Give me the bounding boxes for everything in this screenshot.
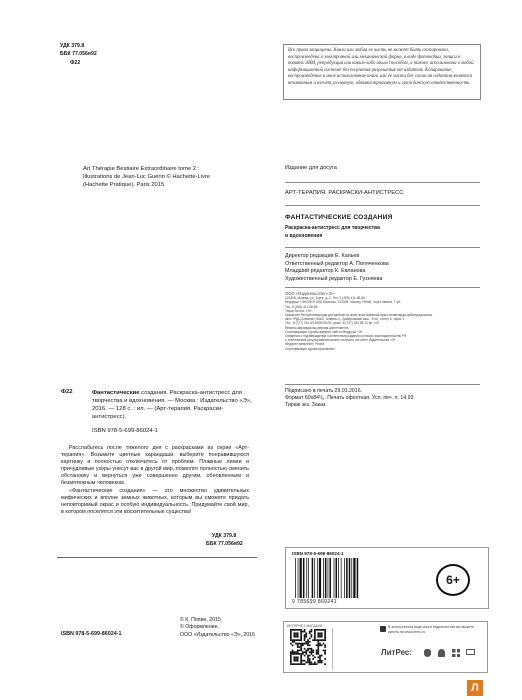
- catalog-entry: [92, 389, 255, 421]
- windows-icon: [452, 649, 460, 657]
- staff-art-editor: Художественный редактор Е. Гузняева: [285, 275, 383, 282]
- copyright-line1: © К. Попин, 2015: [180, 617, 221, 623]
- publisher-line: Өндірген мемлекет: Ресей: [285, 342, 325, 347]
- series-line: АРТ-ТЕРАПИЯ. РАСКРАСКИ-АНТИСТРЕСС: [285, 190, 404, 196]
- age-rating-text: 6+: [446, 573, 460, 587]
- udk-code: УДК 379.8: [60, 43, 85, 49]
- publisher-line: 123308, Москва, ул. Зорге, д. 1. Тел. 8 (495) 411-68-86.: [285, 296, 366, 301]
- divider-catalog-bottom: [57, 557, 257, 558]
- publisher-line: Тауар белгісі: «Э»: [285, 308, 312, 313]
- apple-icon: [424, 649, 431, 657]
- monitor-icon: [466, 649, 475, 655]
- rights-notice: Все права защищены. Книга или любая ее часть не может быть скопирована, воспроизведена в электронной или механической форме, в виде фотокопии, записи в память ЭВМ, репродукции или каким-либо иным способом, а также использована в любой информационной системе без получения разрешения от издателя. Копирование, воспроизведение и иное использование книги или ее части без согласия издателя является незаконным и влечет уголовную, административную и гражданскую ответственность.: [283, 44, 481, 100]
- catalog-entry-text: создания. Раскраска-антистресс для творчества и вдохновения. — Москва : Издательство «Э», 2016. — 128 с. : ил. — (Арт-терапия. Раскраски-антистресс).: [92, 390, 252, 420]
- qr-code: [290, 629, 326, 665]
- publisher-line: өкілі «РДЦ-Алматы» ЖШС, Алматы қ., Домбровский көш., 3«а», литер Б, офис 1.: [285, 317, 405, 322]
- publisher-line: Тел. 8 (495) 411-68-86.: [285, 304, 319, 309]
- ebook-icon: [380, 626, 386, 632]
- catalog-bbk: ББК 77.056я92: [206, 541, 243, 547]
- publisher-block: [285, 292, 485, 351]
- labirint-logo-letter: Л: [471, 682, 479, 694]
- catalog-udk: УДК 379.8: [212, 533, 237, 539]
- f-code: Ф22: [70, 60, 81, 66]
- publisher-line: Сертификация туралы ақпарат сайтта Өндіруші «Э»: [285, 329, 363, 334]
- publisher-line: ООО «Издательство «Э»: [285, 291, 334, 296]
- annotation: [61, 445, 249, 516]
- staff-junior-editor: Младший редактор К. Евланова: [285, 268, 366, 275]
- store-box: [283, 621, 488, 673]
- divider-staff: [285, 287, 480, 288]
- print-format: Формат 60x84¹/₈. Печать офсетная. Усл. печ. л. 14,93.: [285, 395, 415, 401]
- original-edition-line3: (Hachette Pratique), Paris 2015: [83, 182, 165, 188]
- store-divider: [332, 628, 333, 670]
- publisher-line: Сведения о подтверждении соответствия издания согласно законодательству РФ: [285, 334, 407, 339]
- copyright-line3: ООО «Издательство «Э», 2016: [180, 631, 255, 638]
- book-title: ФАНТАСТИЧЕСКИЕ СОЗДАНИЯ: [285, 214, 393, 221]
- print-info: [285, 388, 415, 409]
- staff-director: Директор редакции Е. Капьев: [285, 253, 360, 259]
- shop-caption: В электронном виде книги издательства вы можете купить на www.litres.ru: [388, 625, 474, 634]
- copyright-isbn: ISBN 978-5-699-86024-1: [61, 631, 122, 637]
- original-edition-line1: Art Thérapie Bestiaire Extraordinaire tome 2 :: [83, 166, 200, 172]
- barcode-image: [294, 558, 378, 598]
- divider-series: [285, 205, 480, 206]
- age-rating-badge: [436, 564, 470, 596]
- barcode-digits: 9 785699 860241: [292, 599, 337, 605]
- staff-list: [285, 253, 389, 283]
- print-run: Тираж экз. Заказ: [285, 402, 326, 408]
- divider-title: [285, 247, 480, 248]
- qr-caption: ИНТЕРНЕТ-МАГАЗИН: [287, 624, 323, 628]
- print-signed: Подписано в печать 29.01.2016.: [285, 388, 363, 394]
- android-icon: [438, 649, 445, 657]
- publisher-line: Өндіруші: «ЭКСМО» АҚБ Баспасы, 123308, Мәскеу, Ресей, Зорге көшесі, 1 үй.: [285, 300, 401, 305]
- barcode-box: [285, 547, 489, 609]
- original-edition: [83, 165, 210, 189]
- catalog-entry-lead: Фантастические: [92, 390, 140, 396]
- divider-publisher: [285, 384, 480, 385]
- publisher-line: Өнімнің жарамдылық мерзімі шектелмеген.: [285, 325, 350, 330]
- copyright-block: [180, 617, 255, 639]
- litres-logo: ЛитРес:: [381, 648, 413, 657]
- bbk-code: ББК 77.056я92: [60, 51, 97, 57]
- barcode-isbn-label: ISBN 978-5-699-86024-1: [292, 551, 344, 556]
- staff-editor: Ответственный редактор А. Поляченкова: [285, 260, 389, 267]
- publisher-line: Тел.: 8 (727) 251-59-89/90/91/92, факс: 8 (727) 251 58 12 вн. 107.: [285, 321, 381, 326]
- publisher-line: Қазақстан Республикасында дистрибьютор және өнім бойынша арыз-талаптарды қабылдаушының: [285, 313, 433, 318]
- annotation-paragraph-2: «Фантастические создания» — это множество удивительных мифических и вполне земных животных, которым вы сможете придать неповторимый окрас и особую индивидуальность. Придумайте свой мир, в котором поселятся эти восхитительные существа!: [61, 487, 249, 515]
- annotation-paragraph-1: Расслабьтесь после тяжелого дня с раскрасками из серии «Арт-терапия». Возьмите цветные карандаши, выберите понравившуюся картинку и полностью отключитесь от проблем. Плавные линии и причудливые узоры унесут вас в другой мир, позволят полностью сменить обстановку и вернуться уже совершенно другим, обновленным и безмятежным человеком.: [61, 445, 249, 487]
- book-subtitle-line2: и вдохновения: [285, 233, 323, 239]
- publisher-line: Сертификация қарастырылмаған: [285, 346, 335, 351]
- catalog-f-code: Ф22: [61, 389, 73, 395]
- leisure-label: Издание для досуга: [285, 165, 337, 171]
- copyright-line2: © Оформление.: [180, 624, 219, 631]
- publisher-line: о техническом регулировании можно получить на сайте Издательства «Э»: [285, 338, 396, 343]
- original-edition-line2: Illustrations de Jean-Luc Guérin © Hachette-Livre: [83, 174, 211, 180]
- labirint-logo: [467, 680, 483, 696]
- divider-top: [285, 182, 480, 183]
- catalog-isbn: ISBN 978-5-699-86024-1: [92, 428, 158, 434]
- book-subtitle-line1: Раскраска-антистресс для творчества: [285, 225, 380, 231]
